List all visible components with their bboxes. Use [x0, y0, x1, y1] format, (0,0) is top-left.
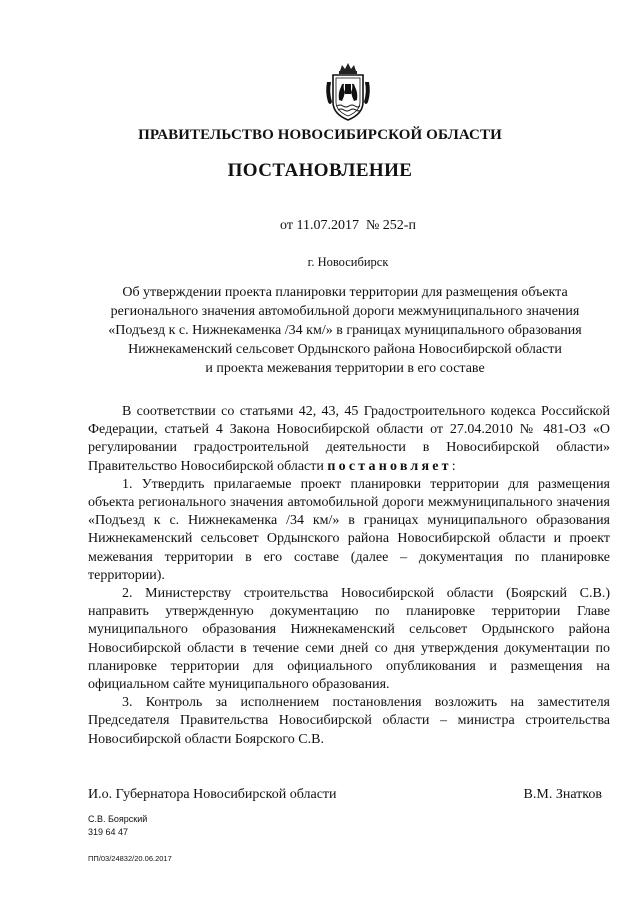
- subject-line: Об утверждении проекта планировки территории для размещения объекта: [122, 285, 568, 300]
- organization-title: ПРАВИТЕЛЬСТВО НОВОСИБИРСКОЙ ОБЛАСТИ: [138, 127, 502, 143]
- subject-line: «Подъезд к с. Нижнекаменка /34 км/» в границах муниципального образования: [108, 323, 582, 338]
- subject-line: Нижнекаменский сельсовет Ордынского района Новосибирской области: [128, 342, 562, 357]
- preamble-text: В соответствии со статьями 42, 43, 45 Градостроительного кодекса Российской Федерации, статьей 4 Закона Новосибирской области от 27.04.2010 № 481-ОЗ «О регулировании градостроительной деятельности в Новосибирской области» Правительство Новосибирской области: [88, 404, 610, 474]
- decree-item-1: 1. Утвердить прилагаемые проект планировки территории для размещения объекта регионального значения автомобильной дороги межмуниципального значения «Подъезд к с. Нижнекаменка /34 км/» в границах муниципального образования Нижнекаменский сельсовет Ордынского района Новосибирской области и проект межевания территории в его составе (далее – документация по планировке территории).: [88, 476, 610, 583]
- subject-line: регионального значения автомобильной дороги межмуниципального значения: [110, 304, 580, 319]
- document-type-title: ПОСТАНОВЛЕНИЕ: [227, 160, 413, 181]
- executor-name: С.В. Боярский: [88, 814, 148, 824]
- subject-line: и проекта межевания территории в его составе: [205, 361, 485, 376]
- document-body: [88, 403, 610, 749]
- preamble-paragraph: [88, 403, 610, 476]
- coat-of-arms-icon: [324, 62, 372, 122]
- executor-phone: 319 64 47: [88, 827, 129, 837]
- executor-block: [88, 813, 147, 839]
- decree-word: постановляет: [327, 458, 452, 474]
- document-number: № 252-п: [365, 218, 416, 233]
- decree-item-2: 2. Министерству строительства Новосибирской области (Боярский С.В.) направить утвержденную документацию по планировке территории Главе муниципального образования Нижнекаменский сельсовет Ордынского района Новосибирской области в течение семи дней со дня утверждения документации по планировке территории для официального опубликования и размещения на официальном сайте муниципального образования.: [88, 586, 610, 693]
- decree-colon: :: [451, 458, 456, 474]
- date-prefix: от: [280, 218, 293, 233]
- document-date: 11.07.2017: [296, 218, 359, 233]
- city-label: г. Новосибирск: [307, 255, 389, 269]
- signatory-position: И.о. Губернатора Новосибирской области: [88, 787, 337, 802]
- decree-item-3: 3. Контроль за исполнением постановления возложить на заместителя Председателя Правительства Новосибирской области – министра строительства Новосибирской области Боярского С.В.: [88, 695, 610, 747]
- document-date-number: [0, 218, 640, 234]
- document-reference: ПП/03/24832/20.06.2017: [88, 854, 172, 863]
- signature-block: [88, 787, 610, 803]
- document-subject: [80, 283, 610, 378]
- signatory-name: В.М. Знатков: [523, 787, 602, 802]
